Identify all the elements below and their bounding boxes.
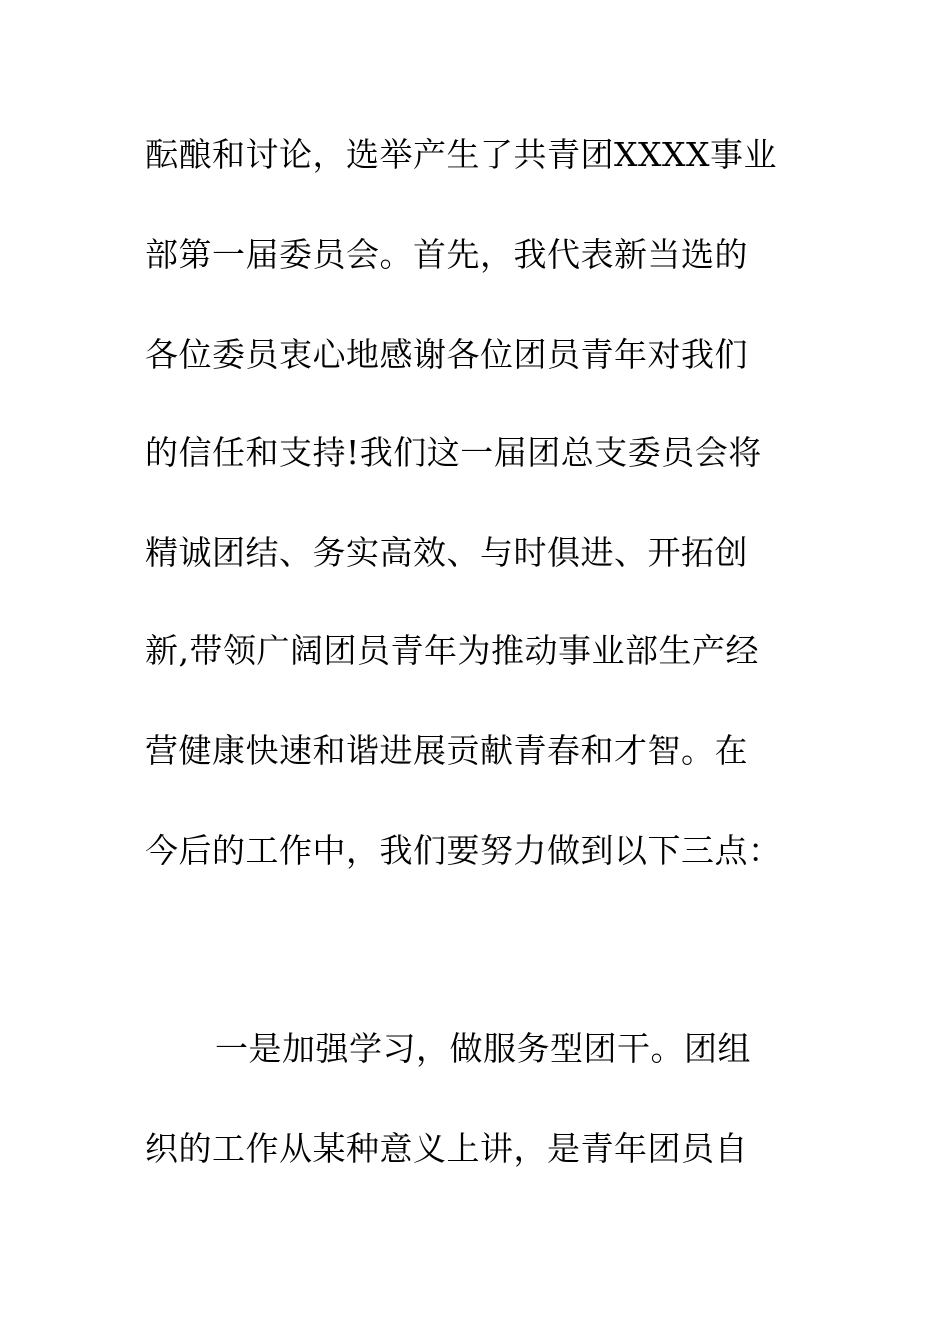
paragraph-1-line-2: 部第一届委员会。首先，我代表新当选的 xyxy=(145,235,748,274)
paragraph-2-line-1: 一是加强学习，做服务型团干。团组 xyxy=(215,1029,751,1068)
paragraph-1-line-4: 的信任和支持!我们这一届团总支委员会将 xyxy=(145,433,762,472)
paragraph-1-line-8: 今后的工作中，我们要努力做到以下三点： xyxy=(145,831,782,870)
paragraph-2-line-2: 织的工作从某种意义上讲，是青年团员自 xyxy=(145,1129,748,1168)
paragraph-1-line-1: 酝酿和讨论，选举产生了共青团XXXX事业 xyxy=(145,135,777,174)
paragraph-1-line-6: 新,带领广阔团员青年为推动事业部生产经 xyxy=(145,631,759,670)
paragraph-1-line-3: 各位委员衷心地感谢各位团员青年对我们 xyxy=(145,335,748,374)
paragraph-1-line-7: 营健康快速和谐进展贡献青春和才智。在 xyxy=(145,731,748,770)
paragraph-1-line-5: 精诚团结、务实高效、与时俱进、开拓创 xyxy=(145,533,748,572)
